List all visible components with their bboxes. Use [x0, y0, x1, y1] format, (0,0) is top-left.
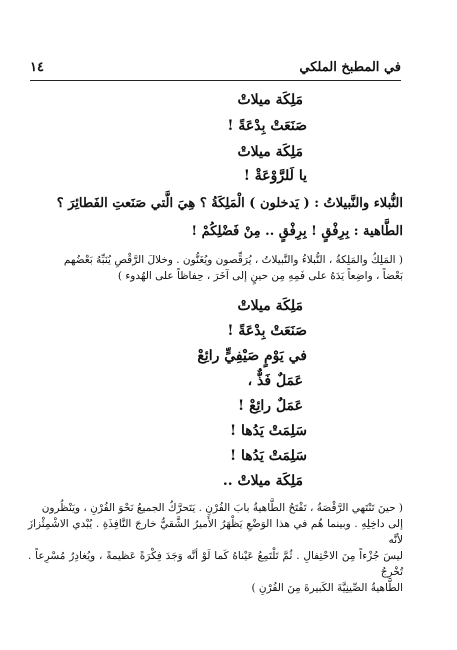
- verse-line: سَلِمَتْ يَدُها !: [230, 448, 307, 464]
- verse-line: مَلِكَة ميلاتْ: [237, 92, 303, 108]
- verse-line: سَلِمَتْ يَدُها !: [230, 423, 307, 439]
- direction-line: ( المَلِكُ والمَلِكةُ ، النُّبلاءُ والنَّبيلاتُ ، يُرَقِّصون ويُغَنُّون . وخلالَ الرَّقْصِ يُنَبِّهُ بَعْضُهم: [63, 254, 403, 266]
- page-header: [30, 60, 401, 81]
- verse-line: عَمَلٌ فَذٌّ ،: [247, 373, 303, 389]
- running-title: في المطبخ الملكي: [299, 60, 401, 75]
- verse-line: مَلِكَة ميلاتْ: [237, 298, 303, 314]
- direction-line: بَعْضاً ، واضِعاً يَدَهُ على فَمِهِ مِن حينٍ إلى آخَرَ ، حِفاظاً على الهُدوء ): [117, 270, 403, 282]
- direction-line: إلى داخِلِهِ . وبينما هُم في هذا الوَضْعِ يَظْهَرُ الأَميرُ الشَّقيُّ خارجَ النَّافِذَةِ . يُبْدي الاشْمِئْزازَ لأنَّه: [28, 518, 403, 546]
- direction-line: الطَّاهيةُ الصِّينِيَّةَ الكَبيرةَ مِنَ الفُرْنِ ): [251, 582, 403, 594]
- direction-line: ( حينَ تَنْتَهي الرَّقْصَةُ ، تَفْتَحُ الطَّاهيةُ بابَ الفُرْنِ . يَتَحرَّكُ الجميعُ نَحْوَ الفُرْنِ ، ويَنْظُرون: [41, 502, 403, 514]
- speech-nobles: النُّبلاء والنَّبيلاتُ : ( يَدخلون ) الْمَلِكَةُ ؟ هِيَ الَّتي صَنَعتِ الفَطائِرَ ؟: [56, 196, 403, 211]
- direction-line: ليسَ جُزْءاً مِنَ الاحْتِفالِ . ثُمَّ تَلْتَمِعُ عَيْناهُ كَما لَوْ أنَّه وَجَدَ فِكْرَةً عَظيمةً ، ويُغادِرُ مُسْرِعاً . تُخْرِجُ: [28, 550, 403, 578]
- verse-line: عَمَلٌ رائِعْ !: [238, 398, 303, 414]
- stage-direction-2: [28, 500, 403, 596]
- verse-line: يا لَلرَّوْعَةْ !: [243, 168, 307, 184]
- verse-line: صَنَعَتْ بِدْعَةً !: [227, 323, 307, 339]
- verse-line: صَنَعَتْ بِدْعَةً !: [227, 118, 307, 134]
- stage-direction-1: [28, 252, 403, 284]
- verse-line: مَلِكَة ميلاتْ ..: [222, 473, 303, 489]
- page-number: ١٤: [30, 60, 44, 75]
- verse-line: في يَوْمٍ صَيْفِيٍّ رائِعْ: [197, 348, 307, 364]
- verse-line: مَلِكَة ميلاتْ: [237, 144, 303, 160]
- speech-cook: الطَّاهية : بِرِفْقٍ ! بِرِفْقٍ .. مِنْ فَضْلِكُمْ !: [191, 224, 403, 239]
